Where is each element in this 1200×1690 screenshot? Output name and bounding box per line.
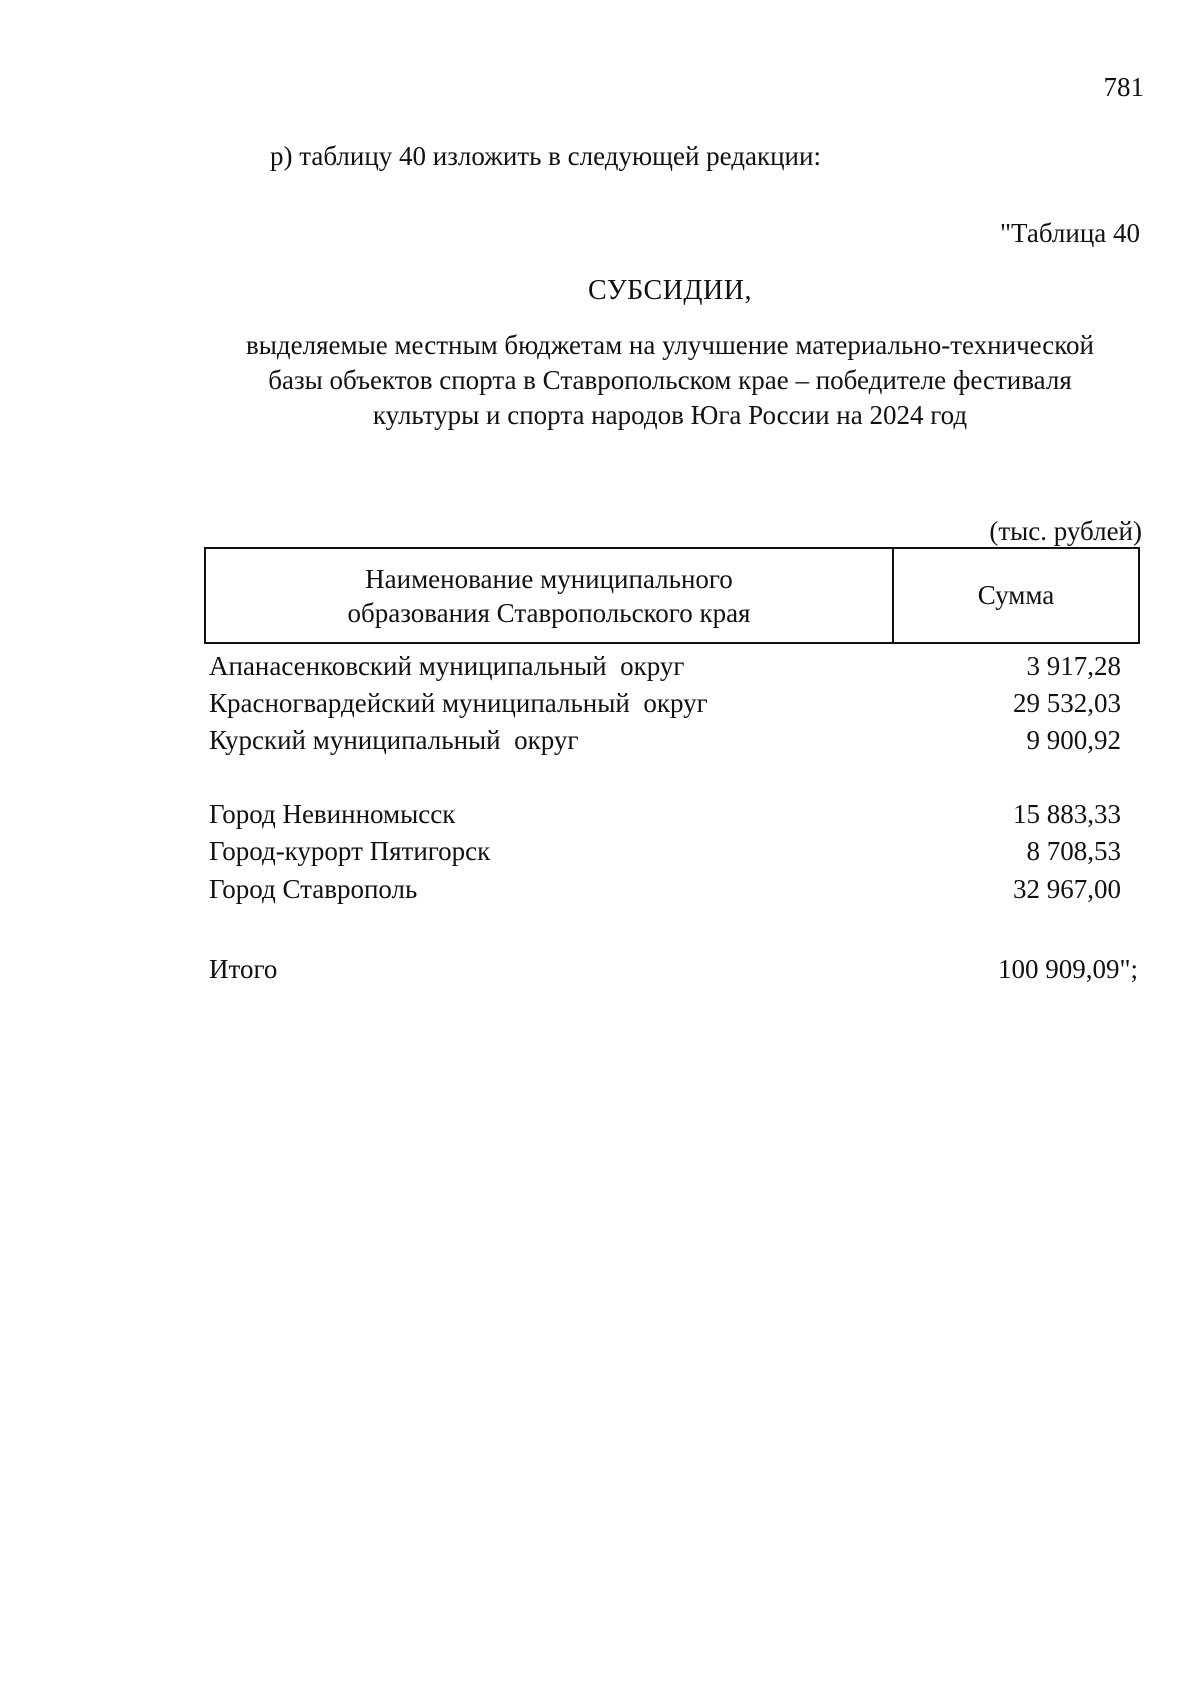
table-row: [209, 796, 1121, 832]
row-name: Апанасенковский муниципальный округ: [209, 650, 685, 681]
subtitle-line: выделяемые местным бюджетам на улучшение материально-технической: [246, 330, 1094, 360]
total-label: Итого: [209, 953, 278, 984]
subtitle-line: базы объектов спорта в Ставропольском крае – победителе фестиваля: [268, 365, 1072, 395]
table-header: [204, 547, 1140, 644]
row-sum: 9 900,92: [1026, 724, 1121, 755]
document-title: СУБСИДИИ,: [588, 275, 752, 306]
table-total-row: [209, 951, 1138, 987]
table-row: [209, 685, 1121, 721]
row-name: Город Ставрополь: [209, 873, 418, 904]
header-name-cell: [206, 549, 894, 642]
intro-paragraph: р) таблицу 40 изложить в следующей редакции:: [270, 141, 821, 171]
document-subtitle: [0, 328, 1200, 433]
row-sum: 3 917,28: [1026, 650, 1121, 681]
row-sum: 15 883,33: [1013, 798, 1121, 829]
table-row: [209, 722, 1121, 758]
page-number: 781: [1103, 72, 1144, 102]
row-sum: 32 967,00: [1013, 873, 1121, 904]
subtitle-line: культуры и спорта народов Юга России на 2024 год: [372, 400, 968, 430]
table-row: [209, 648, 1121, 684]
row-name: Город-курорт Пятигорск: [209, 835, 491, 866]
header-name-line: образования Ставропольского края: [347, 597, 751, 628]
table-label: "Таблица 40: [1000, 218, 1140, 248]
header-name-line: Наименование муниципального: [365, 563, 733, 594]
total-sum: 100 909,09";: [997, 953, 1138, 984]
row-sum: 29 532,03: [1013, 687, 1121, 718]
row-sum: 8 708,53: [1026, 835, 1121, 866]
row-name: Город Невинномысск: [209, 798, 456, 829]
units-note: (тыс. рублей): [989, 516, 1142, 546]
row-name: Курский муниципальный округ: [209, 724, 579, 755]
table-row: [209, 833, 1121, 869]
header-sum-cell: Сумма: [977, 580, 1055, 610]
table-row: [209, 871, 1121, 907]
row-name: Красногвардейский муниципальный округ: [209, 687, 708, 718]
